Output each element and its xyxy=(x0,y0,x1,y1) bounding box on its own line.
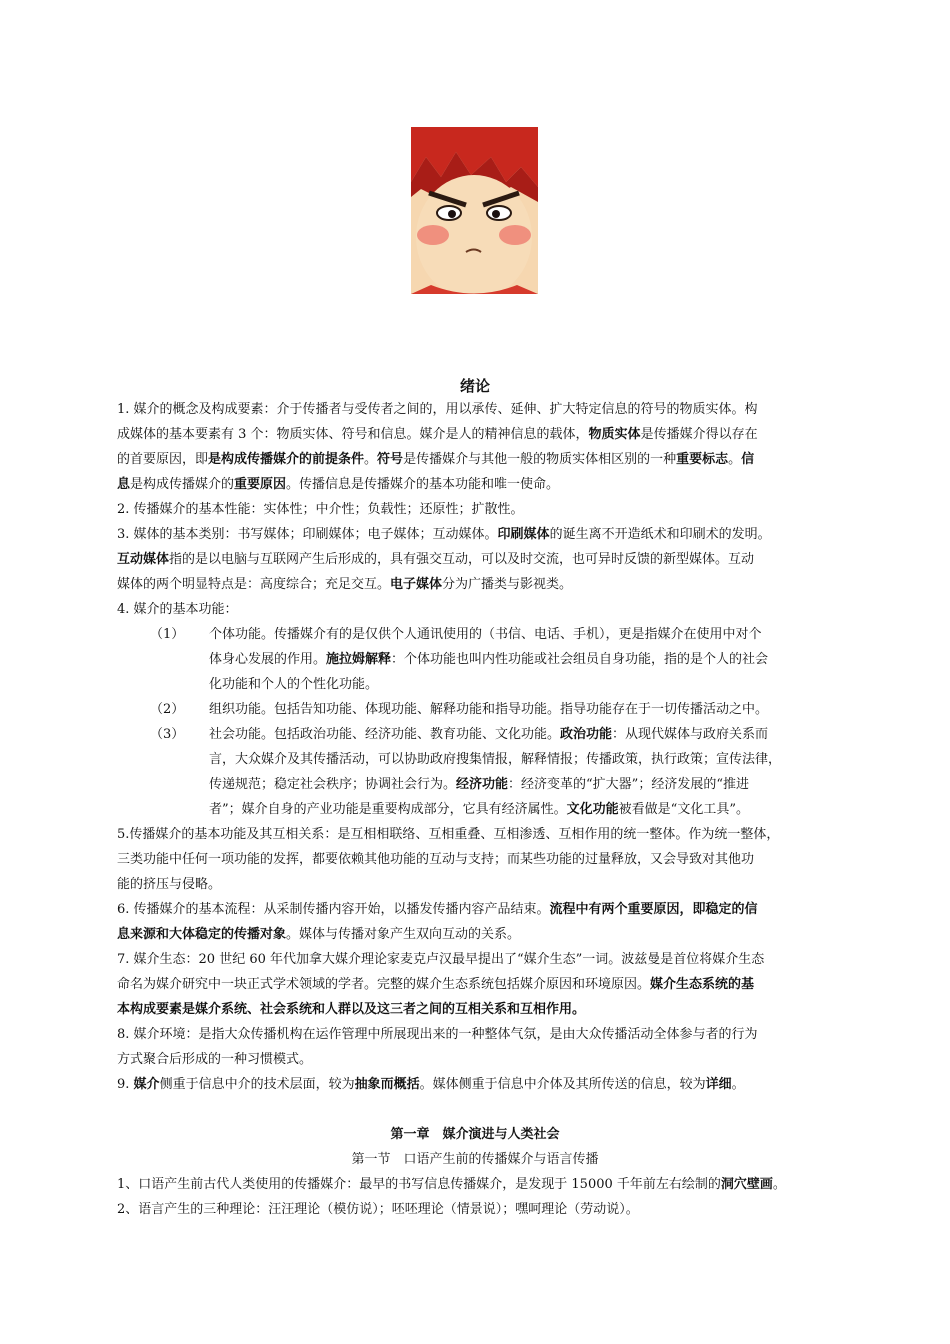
text-line: 2. 传播媒介的基本性能：实体性；中介性；负载性；还原性；扩散性。 xyxy=(117,502,524,517)
text-line: 社会功能。包括政治功能、经济功能、教育功能、文化功能。政治功能：从现代媒体与政府关系而 xyxy=(209,727,769,742)
chapter-title: 第一章 媒介演进与人类社会 xyxy=(390,1127,560,1142)
text-line: 3. 媒体的基本类别：书写媒体；印刷媒体；电子媒体；互动媒体。印刷媒体的诞生离不开造纸术和印刷术的发明。 xyxy=(117,527,771,542)
text-line: 体身心发展的作用。施拉姆解释：个体功能也叫内性功能或社会组员自身功能，指的是个人的社会 xyxy=(209,652,769,667)
text-line: 息是构成传播媒介的重要原因。传播信息是传播媒介的基本功能和唯一使命。 xyxy=(117,477,560,492)
text-line: 化功能和个人的个性化功能。 xyxy=(209,677,379,692)
text-line: 方式聚合后形成的一种习惯模式。 xyxy=(117,1052,313,1067)
text-line: 互动媒体指的是以电脑与互联网产生后形成的，具有强交互动，可以及时交流，也可异时反馈的新型媒体。互动 xyxy=(117,552,755,567)
text-line: 成媒体的基本要素有 3 个：物质实体、符号和信息。媒介是人的精神信息的载体，物质实体是传播媒介得以存在 xyxy=(117,427,758,442)
text-line: 息来源和大体稳定的传播对象。媒体与传播对象产生双向互动的关系。 xyxy=(117,927,521,942)
text-line: 9. 媒介侧重于信息中介的技术层面，较为抽象而概括。媒体侧重于信息中介体及其所传送的信息，较为详细。 xyxy=(117,1077,745,1092)
list-number: （3） xyxy=(150,727,185,742)
text-line: 4. 媒介的基本功能： xyxy=(117,602,238,617)
text-line: 能的挤压与侵略。 xyxy=(117,877,222,892)
text-line: 媒体的两个明显特点是：高度综合；充足交互。电子媒体分为广播类与影视类。 xyxy=(117,577,573,592)
text-line: 言，大众媒介及其传播活动，可以协助政府搜集情报，解释情报；传播政策，执行政策；宣传法律， xyxy=(209,752,782,767)
page-title: 绪论 xyxy=(459,377,490,395)
cartoon-portrait-image xyxy=(411,127,538,294)
text-line: 组织功能。包括告知功能、体现功能、解释功能和指导功能。指导功能存在于一切传播活动之中。 xyxy=(209,702,769,717)
text-line: 者”；媒介自身的产业功能是重要构成部分，它具有经济属性。文化功能被看做是“文化工具”。 xyxy=(209,802,749,817)
section-title: 第一节 口语产生前的传播媒介与语言传播 xyxy=(351,1152,599,1167)
text-line: 的首要原因，即是构成传播媒介的前提条件。符号是传播媒介与其他一般的物质实体相区别的一种重要标志。信 xyxy=(117,452,755,467)
text-line: 传递规范；稳定社会秩序；协调社会行为。经济功能：经济变革的“扩大器”；经济发展的“推进 xyxy=(209,777,749,792)
text-line: 本构成要素是媒介系统、社会系统和人群以及这三者之间的互相关系和互相作用。 xyxy=(117,1002,586,1017)
text-line: 7. 媒介生态：20 世纪 60 年代加拿大媒介理论家麦克卢汉最早提出了“媒介生态”一词。波兹曼是首位将媒介生态 xyxy=(117,952,765,967)
text-line: 8. 媒介环境：是指大众传播机构在运作管理中所展现出来的一种整体气氛，是由大众传播活动全体参与者的行为 xyxy=(117,1027,758,1042)
text-line: 1、口语产生前古代人类使用的传播媒介：最早的书写信息传播媒介，是发现于 15000 千年前左右绘制的洞穴壁画。 xyxy=(117,1177,786,1192)
list-number: （1） xyxy=(150,627,185,642)
text-line: 三类功能中任何一项功能的发挥，都要依赖其他功能的互动与支持；而某些功能的过量释放，又会导致对其他功 xyxy=(117,852,755,867)
text-line: 5.传播媒介的基本功能及其互相关系：是互相相联络、互相重叠、互相渗透、互相作用的统一整体。作为统一整体， xyxy=(117,827,780,842)
text-line: 个体功能。传播媒介有的是仅供个人通讯使用的（书信、电话、手机），更是指媒介在使用中对个 xyxy=(209,627,762,642)
text-line: 2、语言产生的三种理论：汪汪理论（模仿说）；呸呸理论（情景说）；嘿呵理论（劳动说）。 xyxy=(117,1202,639,1217)
text-line: 6. 传播媒介的基本流程：从采制传播内容开始，以播发传播内容产品结束。流程中有两个重要原因，即稳定的信 xyxy=(117,902,758,917)
list-number: （2） xyxy=(150,702,185,717)
text-line: 命名为媒介研究中一块正式学术领域的学者。完整的媒介生态系统包括媒介原因和环境原因。媒介生态系统的基 xyxy=(117,977,755,992)
text-line: 1. 媒介的概念及构成要素：介于传播者与受传者之间的，用以承传、延伸、扩大特定信息的符号的物质实体。构 xyxy=(117,402,758,417)
